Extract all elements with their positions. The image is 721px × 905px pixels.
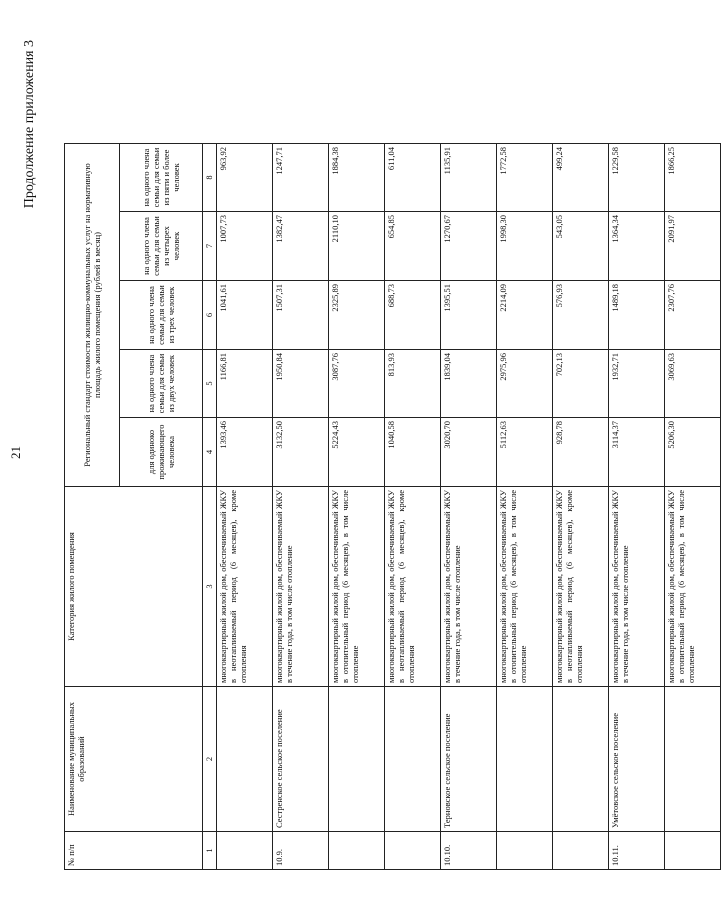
header-sub-5: на одного члена семьи для семьи из пяти и более человек bbox=[120, 144, 203, 212]
row-value-1: 3114,37 bbox=[609, 418, 665, 487]
row-municipality bbox=[497, 687, 553, 832]
col-number: 3 bbox=[203, 487, 217, 687]
row-category: многоквартирный жилой дом, обеспечиваемый ЖКУ в отопительный период (6 месяцев), в том числе отопление bbox=[665, 487, 721, 687]
row-value-1: 5206,30 bbox=[665, 418, 721, 487]
table-row bbox=[441, 144, 497, 870]
row-value-2: 813,93 bbox=[385, 350, 441, 418]
page-number: 21 bbox=[8, 446, 23, 459]
standards-table bbox=[64, 143, 721, 870]
row-value-5: 1247,71 bbox=[273, 144, 329, 212]
row-value-2: 3069,63 bbox=[665, 350, 721, 418]
col-number: 6 bbox=[203, 281, 217, 350]
header-sub-2: на одного члена семьи для семьи из двух человек bbox=[120, 350, 203, 418]
row-value-4: 1270,67 bbox=[441, 212, 497, 281]
col-number: 2 bbox=[203, 687, 217, 832]
row-category: многоквартирный жилой дом, обеспечиваемый ЖКУ в отопительный период (6 месяцев), в том числе отопление bbox=[497, 487, 553, 687]
header-sub-3: на одного члена семьи для семьи из трех человек bbox=[120, 281, 203, 350]
row-value-1: 3132,50 bbox=[273, 418, 329, 487]
row-value-1: 5112,63 bbox=[497, 418, 553, 487]
row-value-3: 2214,09 bbox=[497, 281, 553, 350]
row-value-3: 1489,18 bbox=[609, 281, 665, 350]
row-value-3: 1507,31 bbox=[273, 281, 329, 350]
row-category: многоквартирный жилой дом, обеспечиваемый ЖКУ в течение года, в том числе отопление bbox=[441, 487, 497, 687]
row-value-2: 1839,04 bbox=[441, 350, 497, 418]
row-value-4: 2091,97 bbox=[665, 212, 721, 281]
row-number bbox=[329, 832, 385, 870]
row-value-5: 1866,25 bbox=[665, 144, 721, 212]
row-value-4: 1998,30 bbox=[497, 212, 553, 281]
row-value-3: 576,93 bbox=[553, 281, 609, 350]
row-number: 10.11. bbox=[609, 832, 665, 870]
row-value-3: 2325,89 bbox=[329, 281, 385, 350]
header-standard: Региональный стандарт стоимости жилищно-коммунальных услуг на нормативную площадь жилого помещения (рублей в месяц) bbox=[65, 144, 120, 487]
header-sub-4: на одного члена семьи для семьи из четырех человек bbox=[120, 212, 203, 281]
row-value-5: 499,24 bbox=[553, 144, 609, 212]
table-row bbox=[329, 144, 385, 870]
row-value-1: 1393,46 bbox=[217, 418, 273, 487]
row-municipality bbox=[553, 687, 609, 832]
row-value-4: 2110,10 bbox=[329, 212, 385, 281]
continuation-title: Продолжение приложения 3 bbox=[22, 40, 37, 209]
row-category: многоквартирный жилой дом, обеспечиваемый ЖКУ в течение года, в том числе отопление bbox=[273, 487, 329, 687]
row-value-4: 1364,34 bbox=[609, 212, 665, 281]
row-value-1: 928,78 bbox=[553, 418, 609, 487]
row-municipality bbox=[329, 687, 385, 832]
col-number: 8 bbox=[203, 144, 217, 212]
table-row bbox=[497, 144, 553, 870]
row-municipality: Сестренское сельское поселение bbox=[273, 687, 329, 832]
row-value-2: 2975,96 bbox=[497, 350, 553, 418]
header-mo: Наименование муниципальных образований bbox=[65, 687, 203, 832]
table-row bbox=[609, 144, 665, 870]
row-value-1: 3020,70 bbox=[441, 418, 497, 487]
col-number: 4 bbox=[203, 418, 217, 487]
row-value-3: 688,73 bbox=[385, 281, 441, 350]
row-value-2: 1166,81 bbox=[217, 350, 273, 418]
row-value-5: 1135,91 bbox=[441, 144, 497, 212]
table-body bbox=[217, 144, 721, 870]
row-municipality: Терновское сельское поселение bbox=[441, 687, 497, 832]
row-value-5: 963,92 bbox=[217, 144, 273, 212]
table-row bbox=[273, 144, 329, 870]
row-value-3: 2307,76 bbox=[665, 281, 721, 350]
row-number: 10.10. bbox=[441, 832, 497, 870]
row-number bbox=[497, 832, 553, 870]
row-category: многоквартирный жилой дом, обеспечиваемый ЖКУ в течение года, в том числе отопление bbox=[609, 487, 665, 687]
col-number: 7 bbox=[203, 212, 217, 281]
row-category: многоквартирный жилой дом, обеспечиваемый ЖКУ в отопительный период (6 месяцев), в том числе отопление bbox=[329, 487, 385, 687]
row-value-5: 1229,58 bbox=[609, 144, 665, 212]
row-municipality: Умётовское сельское поселение bbox=[609, 687, 665, 832]
row-value-3: 1041,61 bbox=[217, 281, 273, 350]
row-value-2: 1950,84 bbox=[273, 350, 329, 418]
row-value-4: 1007,73 bbox=[217, 212, 273, 281]
col-number: 5 bbox=[203, 350, 217, 418]
row-value-5: 1772,58 bbox=[497, 144, 553, 212]
row-value-4: 654,85 bbox=[385, 212, 441, 281]
table-row bbox=[553, 144, 609, 870]
row-number bbox=[385, 832, 441, 870]
row-value-2: 3087,76 bbox=[329, 350, 385, 418]
row-value-3: 1395,51 bbox=[441, 281, 497, 350]
row-municipality bbox=[217, 687, 273, 832]
row-number: 10.9. bbox=[273, 832, 329, 870]
row-value-4: 1382,47 bbox=[273, 212, 329, 281]
row-number bbox=[665, 832, 721, 870]
row-category: многоквартирный жилой дом, обеспечиваемый ЖКУ в неотапливаемый период (6 месяцев), кроме отопления bbox=[217, 487, 273, 687]
row-value-5: 611,04 bbox=[385, 144, 441, 212]
row-municipality bbox=[665, 687, 721, 832]
header-sub-1: для одиноко проживающего человека bbox=[120, 418, 203, 487]
header-category: Категория жилого помещения bbox=[65, 487, 203, 687]
col-number: 1 bbox=[203, 832, 217, 870]
table-row bbox=[385, 144, 441, 870]
row-number bbox=[553, 832, 609, 870]
row-number bbox=[217, 832, 273, 870]
table-row bbox=[665, 144, 721, 870]
header-no: № п/п bbox=[65, 832, 203, 870]
row-category: многоквартирный жилой дом, обеспечиваемый ЖКУ в неотапливаемый период (6 месяцев), кроме отопления bbox=[385, 487, 441, 687]
row-category: многоквартирный жилой дом, обеспечиваемый ЖКУ в неотапливаемый период (6 месяцев), кроме отопления bbox=[553, 487, 609, 687]
row-value-2: 1932,71 bbox=[609, 350, 665, 418]
row-value-1: 1040,58 bbox=[385, 418, 441, 487]
row-value-5: 1884,38 bbox=[329, 144, 385, 212]
row-value-1: 5224,43 bbox=[329, 418, 385, 487]
table-row bbox=[217, 144, 273, 870]
row-value-2: 702,13 bbox=[553, 350, 609, 418]
row-municipality bbox=[385, 687, 441, 832]
row-value-4: 543,05 bbox=[553, 212, 609, 281]
